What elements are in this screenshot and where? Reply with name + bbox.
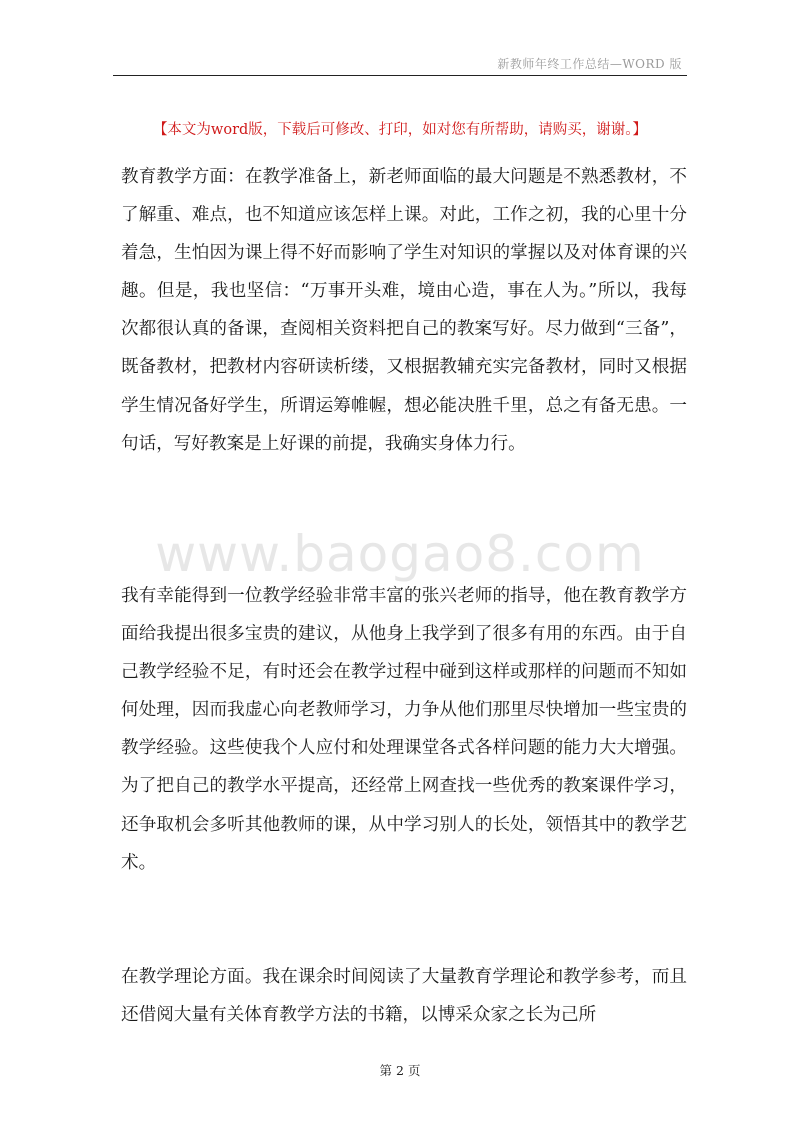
header-divider <box>113 75 687 76</box>
watermark: www.baogao8.com <box>155 525 645 583</box>
page-number: 第 2 页 <box>379 1063 421 1078</box>
paragraph-teaching-theory: 在教学理论方面。我在课余时间阅读了大量教育学理论和教学参考，而且还借阅大量有关体育教学方法的书籍，以博采众家之长为己所 <box>121 967 687 1026</box>
paragraph-mentor-guidance: 我有幸能得到一位教学经验非常丰富的张兴老师的指导，他在教育教学方面给我提出很多宝贵的建议，从他身上我学到了很多有用的东西。由于自己教学经验不足，有时还会在教学过程中碰到这样或那样的问题而不知如何处理，因而我虚心向老教师学习，力争从他们那里尽快增加一些宝贵的教学经验。这些使我个人应付和处理课堂各式各样问题的能力大大增强。为了把自己的教学水平提高，还经常上网查找一些优秀的教案课件学习，还争取机会多听其他教师的课，从中学习别人的长处，领悟其中的教学艺术。 <box>121 586 687 873</box>
paragraph-teaching-preparation: 教育教学方面：在教学准备上，新老师面临的最大问题是不熟悉教材，不了解重、难点，也不知道应该怎样上课。对此，工作之初，我的心里十分着急，生怕因为课上得不好而影响了学生对知识的掌握以及对体育课的兴趣。但是，我也坚信：“万事开头难，境由心造，事在人为。”所以，我每次都很认真的备课，查阅相关资料把自己的教案写好。尽力做到“三备”，既备教材，把教材内容研读析缕，又根据教辅充实完备教材，同时又根据学生情况备好学生，所谓运筹帷幄，想必能决胜千里，总之有备无患。一句话，写好教案是上好课的前提，我确实身体力行。 <box>121 167 687 454</box>
download-notice: 【本文为word版，下载后可修改、打印，如对您有所帮助，请购买，谢谢。】 <box>152 122 648 138</box>
running-header: 新教师年终工作总结—WORD 版 <box>497 57 682 71</box>
